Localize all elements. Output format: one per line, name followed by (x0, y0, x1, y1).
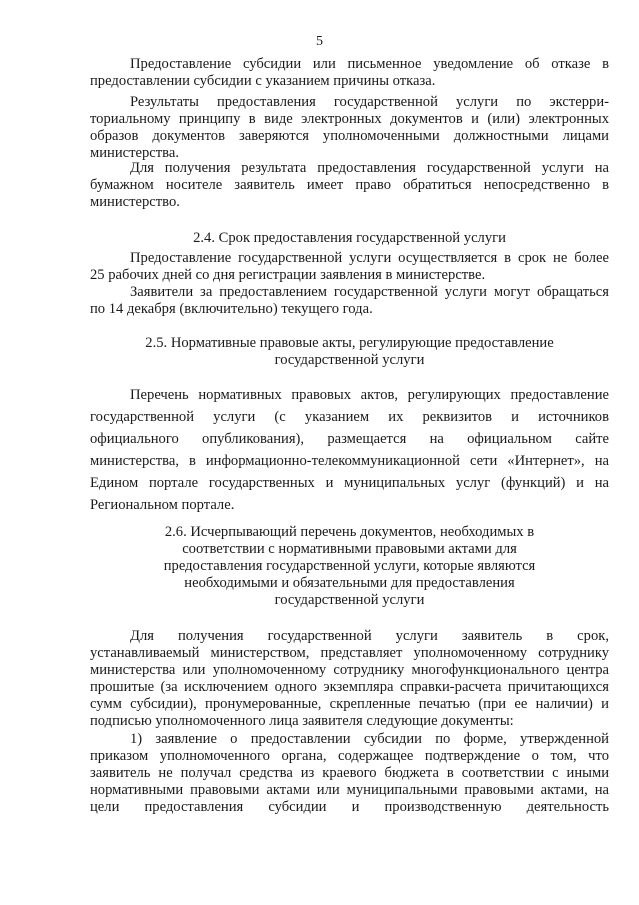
heading-line: государственной услуги (274, 592, 425, 608)
text-line: Предоставление субсидии или письменное уведомление об отказе в (130, 56, 609, 72)
paragraph (90, 94, 609, 162)
heading-line: государственной услуги (274, 352, 425, 368)
paragraph (90, 284, 609, 318)
page-number: 5 (316, 34, 323, 49)
section-heading (90, 335, 609, 369)
text-line: по 14 декабря (включительно) текущего года. (90, 301, 373, 317)
section-heading (90, 524, 609, 609)
text-line: Заявители за предоставлением государственной услуги могут обращаться (130, 284, 609, 300)
paragraph (90, 731, 609, 816)
paragraph (90, 384, 609, 516)
text-line: образов документов заверяются уполномоченными должностными лицами (90, 128, 609, 144)
text-line: государственной услуги (с указанием их реквизитов и источников (90, 409, 609, 425)
text-line: Перечень нормативных правовых актов, регулирующих предоставление (130, 387, 609, 403)
section-heading (90, 230, 609, 247)
heading-line: 2.5. Нормативные правовые акты, регулирующие предоставление (145, 335, 554, 351)
text-line: прошитые (за исключением одного экземпляра справки-расчета причитающихся (90, 679, 609, 695)
text-line: Для получения государственной услуги заявитель в срок, (130, 628, 609, 644)
text-line: Предоставление государственной услуги осуществляется в срок не более (130, 250, 609, 266)
paragraph (90, 160, 609, 211)
paragraph (90, 628, 609, 730)
heading-line: соответствии с нормативными правовыми актами для (182, 541, 517, 557)
text-line: Для получения результата предоставления государственной услуги на (130, 160, 609, 176)
text-line: министерства, в информационно-телекоммуникационной сети «Интернет», на (90, 453, 609, 469)
text-line: Едином портале государственных и муниципальных услуг (функций) и на (90, 475, 609, 491)
text-line: подписью уполномоченного лица заявителя следующие документы: (90, 713, 514, 729)
text-line: 1) заявление о предоставлении субсидии по форме, утвержденной (130, 731, 609, 747)
heading-line: 2.4. Срок предоставления государственной услуги (193, 230, 506, 246)
text-line: официального опубликования), размещается на официальном сайте (90, 431, 609, 447)
heading-line: предоставления государственной услуги, которые являются (163, 558, 536, 574)
heading-line: необходимыми и обязательными для предоставления (184, 575, 515, 591)
text-line: ториальному принципу в виде электронных документов и (или) электронных (90, 111, 609, 127)
paragraph (90, 250, 609, 284)
text-line: предоставлении субсидии с указанием причины отказа. (90, 73, 436, 89)
text-line: устанавливаемый министерством, представляет уполномоченному сотруднику (90, 645, 609, 661)
text-line: министерство. (90, 194, 180, 210)
text-line: заявитель не получал средства из краевого бюджета в соответствии с иными (90, 765, 609, 781)
paragraph (90, 56, 609, 90)
text-line: министерства или уполномоченному сотруднику многофункционального центра (90, 662, 609, 678)
text-line: нормативными правовыми актами или муниципальными правовыми актами, на (90, 782, 609, 798)
text-line: 25 рабочих дней со дня регистрации заявления в министерстве. (90, 267, 486, 283)
text-line: министерства. (90, 145, 179, 161)
text-line: сумм субсидии), пронумерованные, скрепленные печатью (при ее наличии) и (90, 696, 609, 712)
text-line: бумажном носителе заявитель имеет право обратиться непосредственно в (90, 177, 609, 193)
text-line: цели предоставления субсидии и производственную деятельность (90, 799, 609, 815)
heading-line: 2.6. Исчерпывающий перечень документов, необходимых в (164, 524, 535, 540)
text-line: приказом уполномоченного органа, содержащее подтверждение о том, что (90, 748, 609, 764)
text-line: Региональном портале. (90, 497, 235, 513)
text-line: Результаты предоставления государственной услуги по экстерри- (130, 94, 609, 110)
